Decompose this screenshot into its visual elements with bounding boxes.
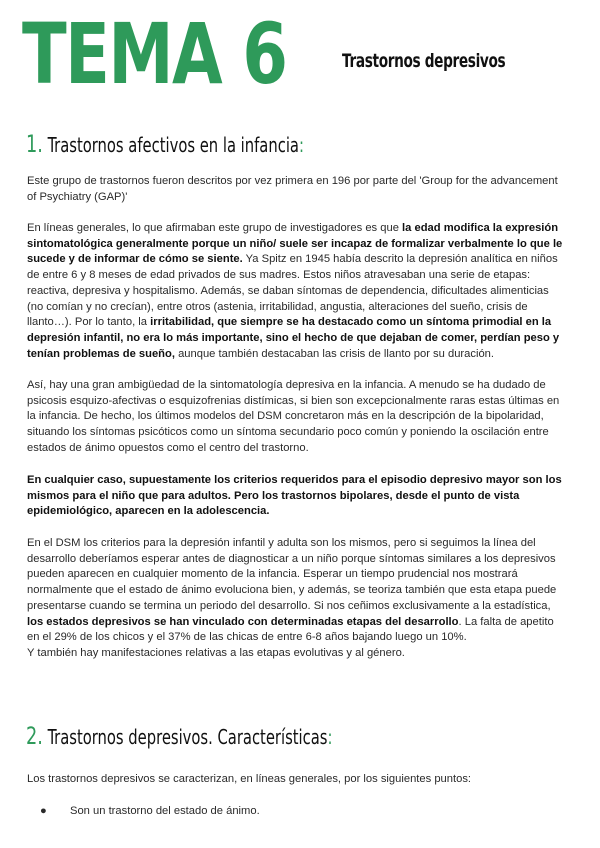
paragraph-2-text-c: aunque también destacaban las crisis de llanto por su duración. <box>174 347 495 360</box>
section-1-title: Trastornos afectivos en la infancia <box>47 133 299 157</box>
bullet-icon: ● <box>40 805 47 817</box>
paragraph-1: Este grupo de trastornos fueron descritos por vez primera en 196 por parte del 'Group for the advancement of Psychiatry (GAP)' <box>27 175 558 203</box>
paragraph-5-text-a: En el DSM los criterios para la depresión infantil y adulta son los mismos, pero si seguimos la línea del desarrollo deberíamos esperar antes de diagnosticar a un niño porque síntomas similares a los depresivos pueden aparecen en cualquier momento de la infancia. Esperar un tiempo prudencial nos mostrará normalmente que el estado de ánimo evoluciona bien, y además, se teoriza también que esta etapa puede presentarse cuando se termina un periodo del desarrollo. Si nos ceñimos exclusivamente a la estadística, <box>27 537 557 612</box>
section-2-intro: Los trastornos depresivos se caracterizan, en líneas generales, por los siguientes puntos: <box>27 773 472 785</box>
section-2-heading <box>26 722 332 750</box>
paragraph-4 <box>27 473 567 520</box>
paragraph-4-bold: En cualquier caso, supuestamente los criterios requeridos para el episodio depresivo mayor son los mismos para el niño que para adultos. Pero los trastornos bipolares, desde el punto de vista epidemiológico, aparecen en la adolescencia. <box>27 474 562 518</box>
paragraph-3: Así, hay una gran ambigüedad de la sintomatología depresiva en la infancia. A menudo se ha dudado de psicosis esquizo-afectivas o esquizofrenias distímicas, si bien son excepcionalmente raras estas últimas en la infancia. De hecho, los últimos modelos del DSM concretaron más en la descripción de la bipolaridad, situando los síntomas psicóticos como un síntoma secundario poco común y poniendo la oscilación entre estados de ánimo opuestos como el centro del trastorno. <box>27 379 560 454</box>
paragraph-2-bold-b: irritabilidad, que siempre se ha destacado como un síntoma primodial en la depresión infantil, no era lo más importante, sino el hecho de que dejaban de comer, perdían peso y tenían problemas de sueño, <box>27 316 560 360</box>
paragraph-5-bold: los estados depresivos se han vinculado con determinadas etapas del desarrollo <box>27 615 459 628</box>
section-1-heading <box>26 130 304 158</box>
section-1-number: 1. <box>26 130 43 158</box>
paragraph-2-text-b: Ya Spitz en 1945 había descrito la depresión analítica en niños de entre 6 y 8 meses de edad privados de sus madres. Estos niños atravesaban una serie de etapas: reactiva, depresiva y hospitalismo. Además, se daban síntomas de dependencia, dificultades alimenticias (no comían y no crecían), entre otros (astenia, irritabilidad, angustia, alteraciones del sueño, crisis de llanto…). Por lo tanto, la <box>27 253 558 329</box>
paragraph-2-text-a: En líneas generales, lo que afirmaban este grupo de investigadores es que <box>27 222 403 234</box>
list-item <box>40 804 260 820</box>
paragraph-2 <box>27 221 567 362</box>
list-item-text: Son un trastorno del estado de ánimo. <box>70 805 260 817</box>
paragraph-5-text-c: Y también hay manifestaciones relativas a las etapas evolutivas y al género. <box>27 646 405 659</box>
page-subtitle: Trastornos depresivos <box>342 50 506 72</box>
section-2-number: 2. <box>26 722 43 750</box>
paragraph-2-bold-a: la edad modifica la expresión sintomatológica generalmente porque un niño/ suele ser incapaz de formalizar verbalmente lo que le sucede y de informar de cómo se siente. <box>27 222 563 266</box>
section-2-title: Trastornos depresivos. Características <box>47 725 328 749</box>
paragraph-5-text-b: . La falta de apetito en el 29% de los chicos y el 37% de las chicas de entre 6-8 años bajando luego un 10%. <box>27 615 554 644</box>
page-title: TEMA 6 <box>22 5 287 103</box>
paragraph-5 <box>27 536 567 662</box>
section-2-colon: : <box>327 725 333 749</box>
section-1-colon: : <box>298 133 304 157</box>
